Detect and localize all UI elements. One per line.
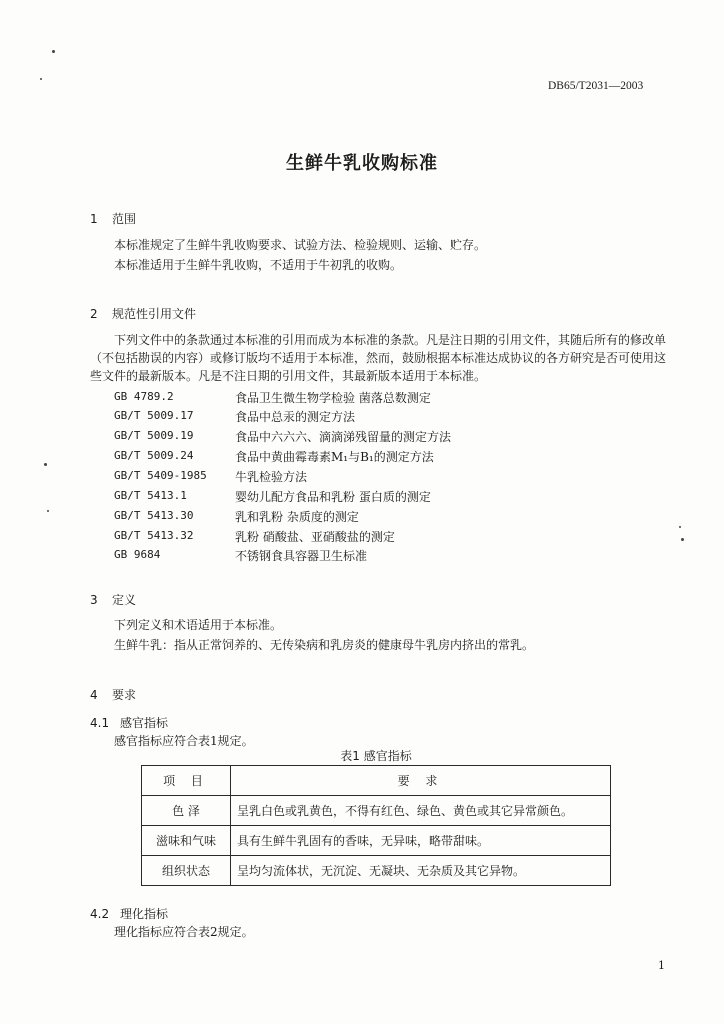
paragraph: 本标准适用于生鲜牛乳收购，不适用于牛初乳的收购。 xyxy=(114,258,403,272)
scan-speck xyxy=(679,526,681,528)
ref-title: 不锈钢食具容器卫生标准 xyxy=(235,549,368,563)
standard-code: DB65/T2031—2003 xyxy=(548,80,644,92)
section-title: 理化指标 xyxy=(120,907,169,921)
scan-speck xyxy=(44,463,47,466)
paragraph: 生鲜牛乳：指从正常饲养的、无传染病和乳房炎的健康母牛乳房内挤出的常乳。 xyxy=(114,638,535,652)
section-title: 定义 xyxy=(112,593,137,607)
table-header-cell: 项 目 xyxy=(142,766,231,796)
table-row xyxy=(142,796,611,826)
table-header-row xyxy=(142,766,611,796)
table-cell: 呈均匀流体状，无沉淀、无凝块、无杂质及其它异物。 xyxy=(231,856,611,886)
ref-code: GB/T 5009.24 xyxy=(114,449,194,462)
ref-code: GB/T 5009.17 xyxy=(114,409,194,422)
ref-title: 食品中六六六、滴滴涕残留量的测定方法 xyxy=(235,430,452,444)
table-cell: 滋味和气味 xyxy=(142,826,231,856)
table-row xyxy=(142,826,611,856)
section-2-heading xyxy=(90,305,196,322)
ref-code: GB 4789.2 xyxy=(114,390,174,403)
ref-code: GB/T 5409-1985 xyxy=(114,469,207,482)
ref-title: 食品卫生微生物学检验 菌落总数测定 xyxy=(235,391,431,405)
scan-speck xyxy=(40,78,42,80)
ref-title: 乳和乳粉 杂质度的测定 xyxy=(235,510,359,524)
section-number: 4.1 xyxy=(90,716,110,730)
ref-code: GB 9684 xyxy=(114,548,161,561)
ref-title: 食品中总汞的测定方法 xyxy=(235,410,356,424)
table-cell: 呈乳白色或乳黄色，不得有红色、绿色、黄色或其它异常颜色。 xyxy=(231,796,611,826)
section-number: 1 xyxy=(90,212,98,226)
sensory-table xyxy=(141,765,611,886)
page-number: 1 xyxy=(658,959,665,972)
table-cell: 组织状态 xyxy=(142,856,231,886)
document-title: 生鲜牛乳收购标准 xyxy=(286,153,438,174)
section-4-1-heading xyxy=(90,714,168,731)
table-header-cell: 要 求 xyxy=(231,766,611,796)
ref-title: 食品中黄曲霉毒素M₁与B₁的测定方法 xyxy=(235,450,434,464)
ref-title: 婴幼儿配方食品和乳粉 蛋白质的测定 xyxy=(235,490,431,504)
section-title: 要求 xyxy=(112,688,137,702)
table-caption: 表1 感官指标 xyxy=(340,749,412,763)
scan-speck xyxy=(681,538,684,541)
section-title: 范围 xyxy=(112,212,137,226)
ref-code: GB/T 5413.32 xyxy=(114,529,194,542)
section-3-heading xyxy=(90,591,136,608)
scan-speck xyxy=(47,510,49,512)
table-cell: 色 泽 xyxy=(142,796,231,826)
paragraph: 理化指标应符合表2规定。 xyxy=(114,925,254,939)
ref-title: 乳粉 硝酸盐、亚硝酸盐的测定 xyxy=(235,530,395,544)
section-number: 2 xyxy=(90,307,98,321)
section-1-heading xyxy=(90,210,136,227)
section-number: 4.2 xyxy=(90,907,110,921)
paragraph: 本标准规定了生鲜牛乳收购要求、试验方法、检验规则、运输、贮存。 xyxy=(114,238,487,252)
section-number: 3 xyxy=(90,593,98,607)
ref-code: GB/T 5413.1 xyxy=(114,489,187,502)
ref-code: GB/T 5413.30 xyxy=(114,509,194,522)
paragraph: 下列定义和术语适用于本标准。 xyxy=(114,618,283,632)
section-4-2-heading xyxy=(90,905,168,922)
ref-title: 牛乳检验方法 xyxy=(235,470,308,484)
section-title: 规范性引用文件 xyxy=(112,307,197,321)
section-4-heading xyxy=(90,686,136,703)
paragraph: 下列文件中的条款通过本标准的引用而成为本标准的条款。凡是注日期的引用文件，其随后所有的修改单（不包括勘误的内容）或修订版均不适用于本标准，然而，鼓励根据本标准达成协议的各方研究是否可使用这些文件的最新版本。凡是不注日期的引用文件，其最新版本适用于本标准。 xyxy=(90,333,667,383)
section-number: 4 xyxy=(90,688,98,702)
section-title: 感官指标 xyxy=(120,716,169,730)
table-row xyxy=(142,856,611,886)
table-cell: 具有生鲜牛乳固有的香味，无异味，略带甜味。 xyxy=(231,826,611,856)
ref-code: GB/T 5009.19 xyxy=(114,429,194,442)
scan-speck xyxy=(52,50,55,53)
paragraph: 感官指标应符合表1规定。 xyxy=(114,734,254,748)
